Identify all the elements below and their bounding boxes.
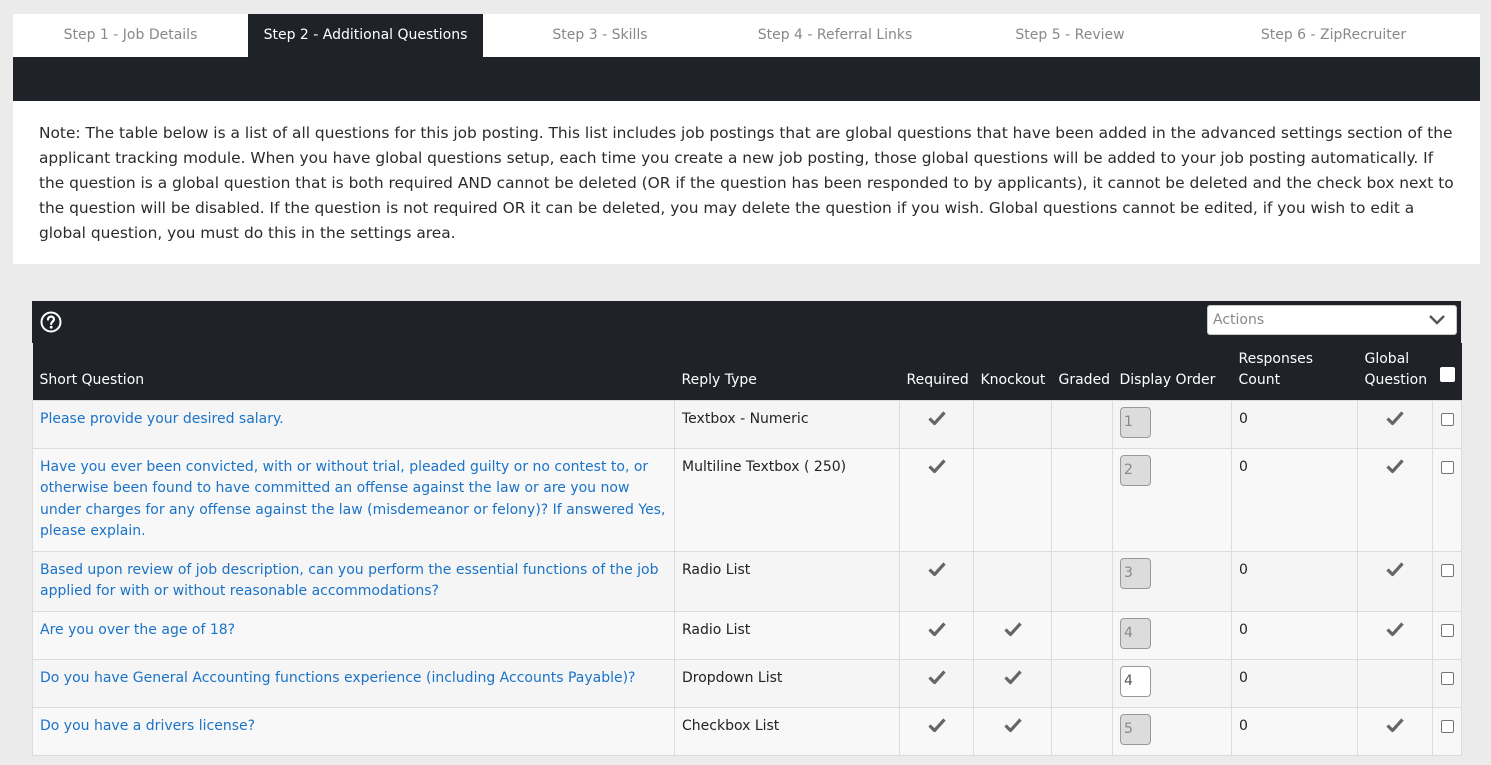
chevron-down-icon — [1428, 314, 1446, 326]
table-row — [33, 659, 1462, 707]
tab-ziprecruiter[interactable]: Step 6 - ZipRecruiter — [1260, 27, 1407, 43]
row-select-checkbox[interactable] — [1441, 413, 1454, 426]
knockout-cell — [974, 707, 1052, 755]
display-order-cell — [1113, 400, 1232, 448]
actions-dropdown-label: Actions — [1213, 312, 1265, 328]
question-link[interactable]: Are you over the age of 18? — [40, 621, 236, 638]
question-cell — [33, 611, 675, 659]
col-responses-count-line2: Count — [1238, 371, 1281, 388]
note-panel — [13, 101, 1480, 264]
global-question-cell — [1358, 611, 1433, 659]
checkmark-icon — [1386, 410, 1404, 426]
global-question-cell — [1358, 551, 1433, 611]
required-cell — [900, 551, 974, 611]
knockout-cell — [974, 611, 1052, 659]
tab-review[interactable]: Step 5 - Review — [1015, 27, 1125, 43]
display-order-input[interactable]: 4 — [1120, 666, 1151, 697]
tab-skills[interactable]: Step 3 - Skills — [552, 27, 648, 43]
responses-count-cell: 0 — [1232, 551, 1358, 611]
questions-table — [32, 343, 1462, 756]
table-row — [33, 707, 1462, 755]
checkmark-icon — [928, 410, 946, 426]
required-cell — [900, 659, 974, 707]
row-select-checkbox[interactable] — [1441, 461, 1454, 474]
graded-cell — [1052, 551, 1113, 611]
question-link[interactable]: Based upon review of job description, can you perform the essential functions of the job applied for with or without reasonable accommodations? — [40, 561, 659, 599]
question-link[interactable]: Have you ever been convicted, with or without trial, pleaded guilty or no contest to, or otherwise been found to have committed an offense against the law or are you now under charges for any offense against the law (misdemeanor or felony)? If answered Yes, please explain. — [40, 458, 666, 539]
question-cell — [33, 659, 675, 707]
tab-additional-questions[interactable]: Step 2 - Additional Questions — [248, 14, 483, 57]
responses-count-cell: 0 — [1232, 448, 1358, 551]
knockout-cell — [974, 448, 1052, 551]
checkmark-icon — [928, 458, 946, 474]
select-cell — [1433, 551, 1462, 611]
responses-count-cell: 0 — [1232, 707, 1358, 755]
col-required[interactable]: Required — [900, 343, 974, 400]
col-global-question-line2: Question — [1364, 371, 1428, 388]
display-order-input: 4 — [1120, 618, 1151, 649]
graded-cell — [1052, 611, 1113, 659]
reply-type-cell: Textbox - Numeric — [675, 400, 900, 448]
wizard-tabs — [13, 14, 1480, 57]
col-global-question-line1: Global — [1364, 350, 1410, 367]
responses-count-cell: 0 — [1232, 611, 1358, 659]
actions-dropdown[interactable] — [1207, 305, 1457, 335]
select-cell — [1433, 611, 1462, 659]
table-row — [33, 551, 1462, 611]
tab-content-header — [13, 57, 1480, 101]
row-select-checkbox[interactable] — [1441, 672, 1454, 685]
global-question-cell — [1358, 400, 1433, 448]
checkmark-icon — [928, 717, 946, 733]
question-cell — [33, 707, 675, 755]
reply-type-cell: Radio List — [675, 611, 900, 659]
select-all-checkbox[interactable] — [1440, 367, 1455, 382]
question-link[interactable]: Do you have General Accounting functions experience (including Accounts Payable)? — [40, 669, 636, 686]
table-row — [33, 611, 1462, 659]
row-select-checkbox[interactable] — [1441, 720, 1454, 733]
required-cell — [900, 400, 974, 448]
graded-cell — [1052, 448, 1113, 551]
display-order-cell — [1113, 707, 1232, 755]
checkmark-icon — [928, 561, 946, 577]
required-cell — [900, 611, 974, 659]
row-select-checkbox[interactable] — [1441, 624, 1454, 637]
display-order-cell — [1113, 611, 1232, 659]
knockout-cell — [974, 551, 1052, 611]
questions-grid — [32, 301, 1461, 756]
global-question-cell — [1358, 448, 1433, 551]
col-select-all — [1433, 343, 1462, 400]
col-reply-type[interactable]: Reply Type — [675, 343, 900, 400]
col-global-question[interactable] — [1358, 343, 1433, 400]
required-cell — [900, 707, 974, 755]
responses-count-cell: 0 — [1232, 400, 1358, 448]
graded-cell — [1052, 659, 1113, 707]
global-question-cell — [1358, 707, 1433, 755]
tab-job-details[interactable]: Step 1 - Job Details — [63, 27, 198, 43]
select-cell — [1433, 448, 1462, 551]
display-order-input: 2 — [1120, 455, 1151, 486]
tab-referral-links[interactable]: Step 4 - Referral Links — [757, 27, 913, 43]
graded-cell — [1052, 400, 1113, 448]
col-responses-count[interactable] — [1232, 343, 1358, 400]
reply-type-cell: Checkbox List — [675, 707, 900, 755]
question-cell — [33, 448, 675, 551]
global-question-cell — [1358, 659, 1433, 707]
graded-cell — [1052, 707, 1113, 755]
select-cell — [1433, 400, 1462, 448]
question-link[interactable]: Please provide your desired salary. — [40, 410, 284, 427]
checkmark-icon — [1386, 621, 1404, 637]
select-cell — [1433, 659, 1462, 707]
reply-type-cell: Multiline Textbox ( 250) — [675, 448, 900, 551]
col-knockout[interactable]: Knockout — [974, 343, 1052, 400]
question-circle-icon[interactable] — [40, 311, 62, 333]
table-row — [33, 448, 1462, 551]
reply-type-cell: Dropdown List — [675, 659, 900, 707]
reply-type-cell: Radio List — [675, 551, 900, 611]
select-cell — [1433, 707, 1462, 755]
checkmark-icon — [928, 669, 946, 685]
table-row — [33, 400, 1462, 448]
question-cell — [33, 400, 675, 448]
checkmark-icon — [1004, 621, 1022, 637]
col-responses-count-line1: Responses — [1238, 350, 1314, 367]
checkmark-icon — [1004, 669, 1022, 685]
col-graded[interactable]: Graded — [1052, 343, 1113, 400]
display-order-cell — [1113, 448, 1232, 551]
checkmark-icon — [928, 621, 946, 637]
question-link[interactable]: Do you have a drivers license? — [40, 717, 256, 734]
checkmark-icon — [1386, 717, 1404, 733]
display-order-cell — [1113, 659, 1232, 707]
responses-count-cell: 0 — [1232, 659, 1358, 707]
display-order-input: 3 — [1120, 558, 1151, 589]
checkmark-icon — [1004, 717, 1022, 733]
required-cell — [900, 448, 974, 551]
question-cell — [33, 551, 675, 611]
col-short-question[interactable]: Short Question — [33, 343, 675, 400]
display-order-cell — [1113, 551, 1232, 611]
row-select-checkbox[interactable] — [1441, 564, 1454, 577]
table-header-row — [33, 343, 1462, 400]
display-order-input: 5 — [1120, 714, 1151, 745]
note-text: Note: The table below is a list of all questions for this job posting. This list includes job postings that are global questions that have been added in the advanced settings section of the applicant tracking module. When you have global questions setup, each time you create a new job posting, those global questions will be added to your job posting automatically. If the question is a global question that is both required AND cannot be deleted (OR if the question has been responded to by applicants), it cannot be deleted and the check box next to the question will be disabled. If the question is not required OR it can be deleted, you may delete the question if you wish. Global questions cannot be edited, if you wish to edit a global question, you must do this in the settings area. — [39, 124, 1454, 242]
knockout-cell — [974, 659, 1052, 707]
knockout-cell — [974, 400, 1052, 448]
display-order-input: 1 — [1120, 407, 1151, 438]
checkmark-icon — [1386, 458, 1404, 474]
col-display-order[interactable]: Display Order — [1113, 343, 1232, 400]
grid-toolbar — [32, 301, 1461, 343]
checkmark-icon — [1386, 561, 1404, 577]
